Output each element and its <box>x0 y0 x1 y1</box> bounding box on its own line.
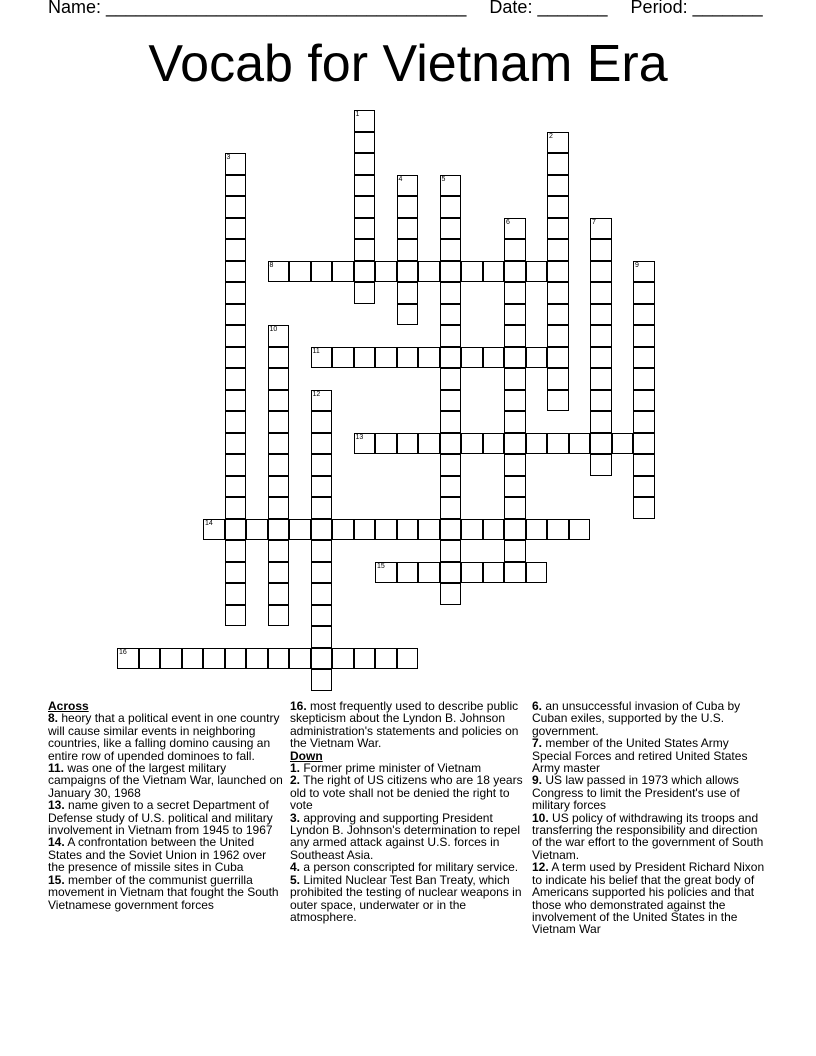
crossword-cell[interactable] <box>440 476 462 498</box>
crossword-cell[interactable] <box>418 347 440 369</box>
crossword-cell[interactable] <box>225 368 247 390</box>
clue-number: 15 <box>377 562 385 570</box>
crossword-cell[interactable] <box>397 239 419 261</box>
clue-number: 12 <box>312 390 321 398</box>
clue-number: 1 <box>355 111 360 118</box>
clue-item-number: 4. <box>290 860 301 875</box>
crossword-cell[interactable] <box>311 433 333 455</box>
crossword-cell[interactable] <box>483 261 505 283</box>
crossword-cell[interactable] <box>332 347 354 369</box>
crossword-cell[interactable] <box>225 196 247 218</box>
crossword-cell[interactable] <box>590 454 612 476</box>
crossword-cell[interactable] <box>504 476 526 498</box>
clue-item <box>48 836 284 873</box>
crossword-cell[interactable] <box>397 347 419 369</box>
crossword-cell[interactable] <box>311 411 333 433</box>
clue-item-number: 13. <box>48 798 65 813</box>
crossword-cell[interactable] <box>375 562 397 584</box>
crossword-cell[interactable] <box>483 347 505 369</box>
crossword-cell[interactable] <box>547 261 569 283</box>
clue-number: 16 <box>119 648 127 656</box>
crossword-cell[interactable] <box>375 433 397 455</box>
clue-column-1 <box>48 700 284 911</box>
clue-item-text: name given to a secret Department of Defense study of U.S. political and military involvement in Vietnam from 1945 to 1967 <box>48 798 273 838</box>
crossword-cell[interactable] <box>311 583 333 605</box>
crossword-cell[interactable] <box>354 218 376 240</box>
crossword-cell[interactable] <box>225 562 247 584</box>
crossword-cell[interactable] <box>268 605 290 627</box>
clue-item-text: A term used by President Richard Nixon to indicate his belief that the great body of Americans supported his policies and that those who demonstrated against the involvement of the United States in the Vietnam War <box>532 860 765 937</box>
crossword-cell[interactable] <box>504 433 526 455</box>
crossword-cell[interactable] <box>225 175 247 197</box>
crossword-cell[interactable] <box>225 583 247 605</box>
crossword-cell[interactable] <box>547 153 569 175</box>
crossword-cell[interactable] <box>311 562 333 584</box>
crossword-cell[interactable] <box>590 390 612 412</box>
clue-item-number: 1. <box>290 761 301 776</box>
crossword-cell[interactable] <box>268 540 290 562</box>
clue-item-number: 15. <box>48 872 65 887</box>
crossword-cell[interactable] <box>375 347 397 369</box>
crossword-cell[interactable] <box>440 583 462 605</box>
crossword-cell[interactable] <box>311 648 333 670</box>
crossword-cell[interactable] <box>375 648 397 670</box>
clue-item-number: 7. <box>532 736 543 751</box>
crossword-cell[interactable] <box>590 347 612 369</box>
clue-item-text: approving and supporting President Lyndon B. Johnson's determination to repel any armed attack against U.S. forces in Southeast Asia. <box>290 810 520 862</box>
clue-item-text: US law passed in 1973 which allows Congress to limit the President's use of military forces <box>532 773 740 813</box>
crossword-cell[interactable] <box>504 304 526 326</box>
clue-item-number: 10. <box>532 810 549 825</box>
crossword-cell[interactable] <box>633 261 655 283</box>
clue-number: 9 <box>635 261 639 269</box>
clue-item-number: 2. <box>290 773 301 788</box>
crossword-cell[interactable] <box>547 304 569 326</box>
clue-item-text: Former prime minister of Vietnam <box>300 761 482 776</box>
crossword-cell[interactable] <box>225 605 247 627</box>
crossword-cell[interactable] <box>289 261 311 283</box>
clue-item <box>290 700 526 750</box>
crossword-cell[interactable] <box>547 239 569 261</box>
crossword-cell[interactable] <box>268 562 290 584</box>
crossword-cell[interactable] <box>311 476 333 498</box>
crossword-cell[interactable] <box>225 218 247 240</box>
crossword-cell[interactable] <box>225 476 247 498</box>
crossword-cell[interactable] <box>268 583 290 605</box>
crossword-cell[interactable] <box>225 347 247 369</box>
crossword-cell[interactable] <box>354 519 376 541</box>
crossword-cell[interactable] <box>440 497 462 519</box>
crossword-cell[interactable] <box>461 562 483 584</box>
crossword-cell[interactable] <box>547 325 569 347</box>
period-field[interactable]: Period: _______ <box>630 0 763 17</box>
crossword-cell[interactable] <box>440 433 462 455</box>
crossword-cell[interactable] <box>311 390 333 412</box>
crossword-cell[interactable] <box>397 433 419 455</box>
crossword-cell[interactable] <box>590 218 612 240</box>
clue-column-2 <box>290 700 526 923</box>
crossword-cell[interactable] <box>440 175 462 197</box>
crossword-cell[interactable] <box>547 218 569 240</box>
crossword-cell[interactable] <box>633 325 655 347</box>
crossword-cell[interactable] <box>418 433 440 455</box>
crossword-cell[interactable] <box>203 519 225 541</box>
crossword-cell[interactable] <box>289 519 311 541</box>
clue-item-number: 8. <box>48 711 59 726</box>
crossword-cell[interactable] <box>246 648 268 670</box>
crossword-cell[interactable] <box>483 433 505 455</box>
clue-item <box>290 812 526 862</box>
crossword-cell[interactable] <box>418 562 440 584</box>
crossword-cell[interactable] <box>547 347 569 369</box>
crossword-cell[interactable] <box>547 282 569 304</box>
crossword-cell[interactable] <box>354 433 376 455</box>
crossword-cell[interactable] <box>225 411 247 433</box>
crossword-cell[interactable] <box>633 433 655 455</box>
crossword-cell[interactable] <box>504 562 526 584</box>
clue-item <box>532 861 768 935</box>
clue-item <box>48 799 284 836</box>
crossword-cell[interactable] <box>182 648 204 670</box>
clue-item-number: 5. <box>290 872 301 887</box>
crossword-cell[interactable] <box>504 261 526 283</box>
crossword-cell[interactable] <box>397 282 419 304</box>
crossword-cell[interactable] <box>397 175 419 197</box>
crossword-cell[interactable] <box>547 175 569 197</box>
crossword-cell[interactable] <box>418 519 440 541</box>
crossword-cell[interactable] <box>225 282 247 304</box>
crossword-cell[interactable] <box>504 218 526 240</box>
crossword-cell[interactable] <box>633 411 655 433</box>
crossword-cell[interactable] <box>397 648 419 670</box>
crossword-cell[interactable] <box>590 411 612 433</box>
crossword-cell[interactable] <box>311 605 333 627</box>
clue-item <box>532 812 768 862</box>
clue-number: 11 <box>312 347 320 355</box>
clue-item-number: 14. <box>48 835 65 850</box>
crossword-cell[interactable] <box>354 132 376 154</box>
crossword-cell[interactable] <box>547 390 569 412</box>
crossword-cell[interactable] <box>246 519 268 541</box>
crossword-cell[interactable] <box>461 347 483 369</box>
crossword-cell[interactable] <box>268 261 290 283</box>
crossword-cell[interactable] <box>440 261 462 283</box>
clue-item-text: US policy of withdrawing its troops and transferring the responsibility and direction of the war effort to the government of South Vietnam. <box>532 810 764 862</box>
crossword-cell[interactable] <box>633 497 655 519</box>
clue-item <box>532 737 768 774</box>
crossword-cell[interactable] <box>440 540 462 562</box>
crossword-cell[interactable] <box>440 304 462 326</box>
crossword-cell[interactable] <box>440 519 462 541</box>
crossword-cell[interactable] <box>225 239 247 261</box>
crossword-cell[interactable] <box>397 261 419 283</box>
crossword-cell[interactable] <box>268 347 290 369</box>
crossword-cell[interactable] <box>268 648 290 670</box>
crossword-cell[interactable] <box>397 562 419 584</box>
crossword-cell[interactable] <box>569 519 591 541</box>
crossword-cell[interactable] <box>397 218 419 240</box>
clue-number: 5 <box>441 175 446 183</box>
crossword-cell[interactable] <box>268 454 290 476</box>
crossword-cell[interactable] <box>397 196 419 218</box>
crossword-cell[interactable] <box>139 648 161 670</box>
crossword-cell[interactable] <box>268 433 290 455</box>
crossword-cell[interactable] <box>311 497 333 519</box>
clue-section-heading: Across <box>48 699 89 713</box>
clue-section-heading: Down <box>290 748 323 763</box>
clue-item-text: an unsuccessful invasion of Cuba by Cuban exiles, supported by the U.S. government. <box>532 699 741 738</box>
crossword-cell[interactable] <box>633 368 655 390</box>
clue-column-3 <box>532 700 768 936</box>
crossword-cell[interactable] <box>289 648 311 670</box>
clue-number: 7 <box>592 218 596 226</box>
crossword-cell[interactable] <box>440 347 462 369</box>
clue-item-number: 6. <box>532 699 543 713</box>
crossword-cell[interactable] <box>225 519 247 541</box>
crossword-cell[interactable] <box>440 282 462 304</box>
crossword-cell[interactable] <box>633 454 655 476</box>
clue-item <box>48 762 284 799</box>
crossword-cell[interactable] <box>504 519 526 541</box>
crossword-cell[interactable] <box>354 282 376 304</box>
crossword-cell[interactable] <box>268 325 290 347</box>
crossword-cell[interactable] <box>440 239 462 261</box>
crossword-cell[interactable] <box>268 497 290 519</box>
crossword-cell[interactable] <box>225 454 247 476</box>
crossword-cell[interactable] <box>440 196 462 218</box>
crossword-cell[interactable] <box>354 110 376 132</box>
crossword-cell[interactable] <box>397 519 419 541</box>
crossword-cell[interactable] <box>526 433 548 455</box>
crossword-cell[interactable] <box>354 347 376 369</box>
crossword-cell[interactable] <box>354 153 376 175</box>
crossword-cell[interactable] <box>332 648 354 670</box>
clue-item-text: member of the United States Army Special Forces and retired United States Army master <box>532 736 748 776</box>
crossword-cell[interactable] <box>483 562 505 584</box>
crossword-cell[interactable] <box>203 648 225 670</box>
crossword-cell[interactable] <box>590 368 612 390</box>
clue-item-text: member of the communist guerrilla movement in Vietnam that fought the South Vietnamese government forces <box>48 872 279 912</box>
clue-number: 14 <box>205 519 213 527</box>
page-title: Vocab for Vietnam Era <box>148 35 668 93</box>
clue-number: 2 <box>549 132 553 140</box>
crossword-cell[interactable] <box>504 390 526 412</box>
crossword-cell[interactable] <box>461 261 483 283</box>
crossword-cell[interactable] <box>440 454 462 476</box>
clue-number: 13 <box>355 433 364 441</box>
crossword-cell[interactable] <box>547 132 569 154</box>
crossword-cell[interactable] <box>225 153 247 175</box>
crossword-cell[interactable] <box>225 390 247 412</box>
crossword-cell[interactable] <box>440 218 462 240</box>
crossword-cell[interactable] <box>504 325 526 347</box>
crossword-cell[interactable] <box>590 325 612 347</box>
crossword-cell[interactable] <box>117 648 139 670</box>
crossword-cell[interactable] <box>633 476 655 498</box>
clue-item-number: 11. <box>48 761 65 776</box>
clue-item-text: most frequently used to describe public skepticism about the Lyndon B. Johnson administration's statements and policies on the Vietnam War. <box>290 699 519 751</box>
crossword-cell[interactable] <box>590 239 612 261</box>
clue-item <box>290 874 526 924</box>
clue-item-text: A confrontation between the United States and the Soviet Union in 1962 over the presence of missile sites in Cuba <box>48 835 267 875</box>
crossword-cell[interactable] <box>504 239 526 261</box>
clue-item-number: 9. <box>532 773 543 788</box>
crossword-cell[interactable] <box>225 497 247 519</box>
clue-item-text: heory that a political event in one country will cause similar events in neighboring countries, like a falling domino causing an entire row of upended dominoes to fall. <box>48 711 280 763</box>
crossword-cell[interactable] <box>160 648 182 670</box>
crossword-cell[interactable] <box>504 411 526 433</box>
crossword-cell[interactable] <box>375 261 397 283</box>
clue-item <box>532 774 768 811</box>
crossword-cell[interactable] <box>461 433 483 455</box>
crossword-cell[interactable] <box>590 261 612 283</box>
crossword-cell[interactable] <box>225 261 247 283</box>
crossword-cell[interactable] <box>225 648 247 670</box>
crossword-cell[interactable] <box>354 196 376 218</box>
crossword-cell[interactable] <box>504 540 526 562</box>
crossword-cell[interactable] <box>440 368 462 390</box>
crossword-cell[interactable] <box>483 519 505 541</box>
crossword-cell[interactable] <box>397 304 419 326</box>
crossword-cell[interactable] <box>547 196 569 218</box>
crossword-cell[interactable] <box>311 454 333 476</box>
crossword-cell[interactable] <box>354 175 376 197</box>
crossword-cell[interactable] <box>504 282 526 304</box>
crossword-cell[interactable] <box>547 433 569 455</box>
crossword-cell[interactable] <box>332 519 354 541</box>
crossword-cell[interactable] <box>268 411 290 433</box>
crossword-cell[interactable] <box>633 304 655 326</box>
crossword-cell[interactable] <box>268 519 290 541</box>
clue-number: 4 <box>398 175 403 183</box>
crossword-cell[interactable] <box>268 368 290 390</box>
crossword-cell[interactable] <box>354 239 376 261</box>
crossword-cell[interactable] <box>633 347 655 369</box>
date-field[interactable]: Date: _______ <box>489 0 608 17</box>
clue-item-text: was one of the largest military campaigns of the Vietnam War, launched on January 30, 1968 <box>48 761 283 800</box>
crossword-cell[interactable] <box>311 669 333 691</box>
crossword-cell[interactable] <box>504 497 526 519</box>
clue-item-text: a person conscripted for military service. <box>300 860 519 875</box>
crossword-cell[interactable] <box>633 282 655 304</box>
clue-item <box>48 712 284 762</box>
crossword-cell[interactable] <box>354 261 376 283</box>
crossword-cell[interactable] <box>225 540 247 562</box>
crossword-cell[interactable] <box>590 433 612 455</box>
crossword-cell[interactable] <box>633 390 655 412</box>
crossword-cell[interactable] <box>354 648 376 670</box>
crossword-cell[interactable] <box>440 562 462 584</box>
crossword-cell[interactable] <box>440 411 462 433</box>
crossword-cell[interactable] <box>526 562 548 584</box>
crossword-cell[interactable] <box>612 433 634 455</box>
crossword-cell[interactable] <box>311 626 333 648</box>
crossword-cell[interactable] <box>526 519 548 541</box>
clue-number: 6 <box>506 218 510 226</box>
crossword-cell[interactable] <box>461 519 483 541</box>
crossword-cell[interactable] <box>332 261 354 283</box>
crossword-cell[interactable] <box>225 304 247 326</box>
crossword-cell[interactable] <box>311 519 333 541</box>
name-field[interactable]: Name: ____________________________________ <box>48 0 467 17</box>
clue-item-number: 16. <box>290 699 307 713</box>
clue-number: 10 <box>269 326 278 333</box>
crossword-cell[interactable] <box>569 433 591 455</box>
crossword-cell[interactable] <box>590 304 612 326</box>
crossword-cell[interactable] <box>268 390 290 412</box>
crossword-cell[interactable] <box>526 347 548 369</box>
clue-item-text: The right of US citizens who are 18 years old to vote shall not be denied the right to vote <box>290 773 523 813</box>
crossword-cell[interactable] <box>375 519 397 541</box>
crossword-cell[interactable] <box>547 368 569 390</box>
crossword-cell[interactable] <box>526 261 548 283</box>
crossword-cell[interactable] <box>440 390 462 412</box>
crossword-cell[interactable] <box>504 368 526 390</box>
clue-item-text: Limited Nuclear Test Ban Treaty, which prohibited the testing of nuclear weapons in outer space, underwater or in the atmosphere. <box>290 872 522 924</box>
crossword-cell[interactable] <box>268 476 290 498</box>
clue-item-number: 3. <box>290 810 301 825</box>
crossword-cell[interactable] <box>590 282 612 304</box>
crossword-cell[interactable] <box>225 325 247 347</box>
clue-item <box>532 700 768 737</box>
clue-item-number: 12. <box>532 860 549 875</box>
crossword-cell[interactable] <box>311 540 333 562</box>
crossword-cell[interactable] <box>547 519 569 541</box>
clue-item <box>48 874 284 911</box>
crossword-cell[interactable] <box>504 347 526 369</box>
clue-number: 3 <box>226 154 231 161</box>
crossword-cell[interactable] <box>504 454 526 476</box>
crossword-cell[interactable] <box>311 261 333 283</box>
crossword-cell[interactable] <box>440 325 462 347</box>
clue-item <box>290 774 526 811</box>
crossword-cell[interactable] <box>225 433 247 455</box>
crossword-cell[interactable] <box>311 347 333 369</box>
crossword-cell[interactable] <box>418 261 440 283</box>
clue-number: 8 <box>269 261 274 269</box>
